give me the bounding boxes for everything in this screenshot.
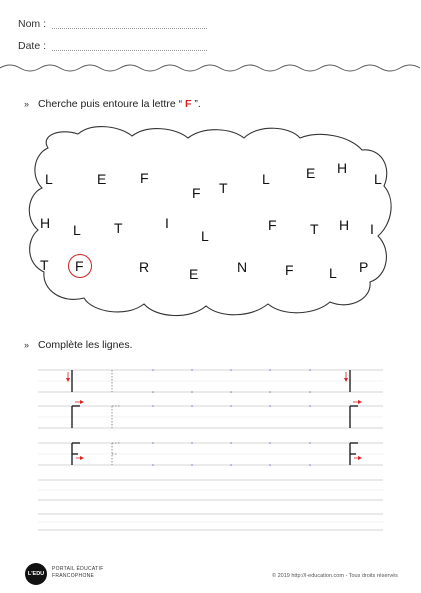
letter[interactable]: F [285, 262, 294, 278]
date-label: Date : [18, 40, 47, 52]
letter[interactable]: L [45, 171, 53, 187]
letter[interactable]: F [192, 185, 201, 201]
letter[interactable]: I [165, 215, 169, 231]
arrow-icon: » [24, 340, 30, 350]
letter[interactable]: T [219, 180, 228, 196]
brand-line-2: FRANCOPHONE [52, 573, 95, 579]
letter[interactable]: H [339, 217, 350, 233]
instruction-text-after: ”. [194, 98, 201, 110]
copyright-text: © 2019 http://l-education.com - Tous droits réservés [272, 573, 398, 579]
letter[interactable]: L [374, 171, 382, 187]
letter[interactable]: I [370, 221, 374, 237]
arrow-icon: » [24, 99, 30, 109]
letter[interactable]: E [189, 266, 199, 282]
instruction-text-before: Cherche puis entoure la lettre “ [37, 98, 183, 110]
name-label: Nom : [18, 18, 47, 30]
letter[interactable]: F [140, 170, 149, 186]
letter[interactable]: L [73, 222, 81, 238]
letter[interactable]: E [306, 165, 316, 181]
trace-row-2 [72, 400, 362, 428]
letter[interactable]: L [262, 171, 270, 187]
letter[interactable]: H [337, 160, 348, 176]
brand-text [52, 566, 104, 580]
letter[interactable]: R [139, 259, 150, 275]
letter[interactable]: E [97, 171, 107, 187]
letter[interactable]: L [201, 228, 209, 244]
letter[interactable]: H [40, 215, 51, 231]
letter[interactable]: T [114, 220, 123, 236]
letter[interactable]: F [268, 217, 277, 233]
letter[interactable]: T [310, 221, 319, 237]
letter[interactable]: L [329, 265, 337, 281]
letter[interactable]: N [237, 259, 248, 275]
instruction-text: Complète les lignes. [37, 339, 133, 351]
ledu-logo: L'EDU [25, 563, 47, 585]
letter[interactable]: T [40, 257, 49, 273]
target-letter: F [185, 98, 192, 110]
letter-circled[interactable]: F [75, 258, 84, 274]
brand-line-1: PORTAIL ÉDUCATIF [52, 566, 104, 572]
letter[interactable]: P [359, 259, 369, 275]
